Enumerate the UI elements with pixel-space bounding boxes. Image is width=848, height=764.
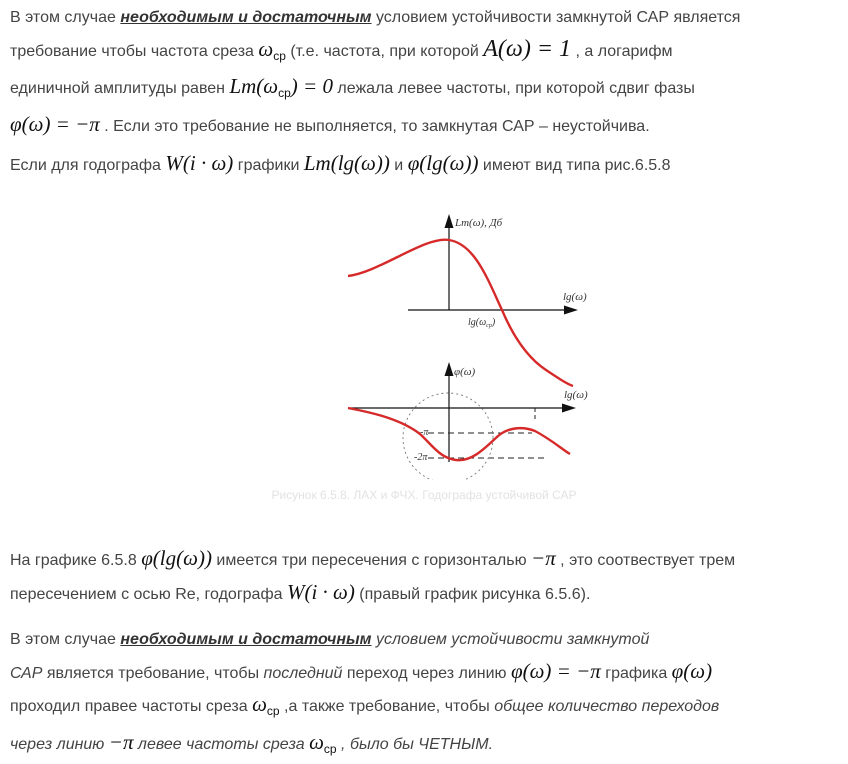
formula-omega: $\omega_{ср}$ [258,36,286,63]
emphasis-necessary-sufficient: необходимым и достаточным [120,9,372,26]
text: проходил правее частоты среза [10,698,253,715]
text: левее частоты среза [133,735,310,753]
text: условием устойчивости замкнутой САР является [371,9,741,26]
text: требование чтобы частота среза [10,42,259,60]
text: является требование, чтобы [42,664,264,682]
figure-caption: Рисунок 6.5.8. ЛАХ и ФЧХ. Годографа устойчивой САР [271,488,577,502]
lg-axis-arrow-top [564,306,578,315]
phase-curve [348,408,570,460]
formula-a-omega: A(ω) = 1 [483,35,572,62]
dotted-circle [403,393,493,480]
minus-2pi-label: -2π [414,452,428,463]
text: ,а также требование, чтобы [279,698,495,715]
formula-phi-minus-pi: φ(ω) = −π [510,658,601,683]
text: и [389,157,408,174]
lm-axis-label: Lm(ω), Дб [455,217,503,229]
formula-w-i-omega: W(i · ω) [165,151,234,175]
text: переход через линию [342,664,511,682]
text: , это соотвествует трем [555,552,736,569]
text: пересечением с осью Re, годографа [10,585,287,603]
text: лежала левее частоты, при которой сдвиг фазы [332,80,695,97]
emphasis-necessary-sufficient: необходимым и достаточным [120,631,372,648]
text: В этом случае [10,631,121,648]
text: (т.е. частота, при которой [285,42,484,60]
lg-cutoff-label: $\lg(\omega_{ср})$ [468,317,496,329]
text: (правый график рисунка 6.5.6). [354,585,591,603]
formula-lm-omega-cp: $Lm(\omega_{ср}) = 0$ [229,74,333,100]
phi-axis-label: φ(ω) [454,366,476,378]
text: . Если это требование не выполняется, то замкнутая САР – неустойчива. [99,117,650,135]
text: графика [600,664,672,682]
formula-minus-pi: −π [108,729,134,754]
lg-axis-label-bottom: lg(ω) [564,389,588,401]
text: последний [263,664,343,682]
text: имеют вид типа рис.6.5.8 [478,157,671,174]
lg-axis-arrow-bottom [562,404,576,413]
text: САР [10,664,43,682]
text: На графике 6.5.8 [10,552,142,569]
text: Если для годографа [10,157,166,174]
formula-phi-lg-omega: φ(lg(ω)) [407,151,479,175]
text: условием устойчивости замкнутой [371,631,650,648]
lm-axis-arrow [445,214,454,228]
formula-omega-cp: $\omega_{ср}$ [252,692,280,718]
text: , было бы ЧЕТНЫМ. [336,735,494,753]
formula-phi-omega: φ(ω) [671,658,713,683]
formula-w-i-omega: W(i · ω) [286,579,355,604]
formula-lm-lg-omega: Lm(lg(ω)) [303,151,390,175]
text: В этом случае [10,9,121,26]
minus-pi-label: -π [420,427,429,438]
text: единичной амплитуды равен [10,80,230,97]
text: , а логарифм [571,42,673,60]
phi-axis-arrow [445,362,454,376]
lg-axis-label-top: lg(ω) [563,291,587,303]
lah-fchh-figure [330,200,620,480]
paragraph-stability-condition [10,3,842,142]
paragraph-intersections [10,543,842,610]
formula-phi-lg-omega: φ(lg(ω)) [141,546,212,570]
text: через линию [10,735,109,753]
text: имеется три пересечения с горизонталью [211,552,532,569]
lm-curve [348,240,573,386]
formula-minus-pi: −π [531,546,556,570]
text: графики [233,157,304,174]
paragraph-hodograph-intro [10,148,842,182]
formula-omega-cp: $\omega_{ср}$ [309,729,337,756]
paragraph-final-condition [10,625,842,764]
text: общее количество переходов [494,698,720,715]
formula-phi-minus-pi: φ(ω) = −π [10,111,100,136]
